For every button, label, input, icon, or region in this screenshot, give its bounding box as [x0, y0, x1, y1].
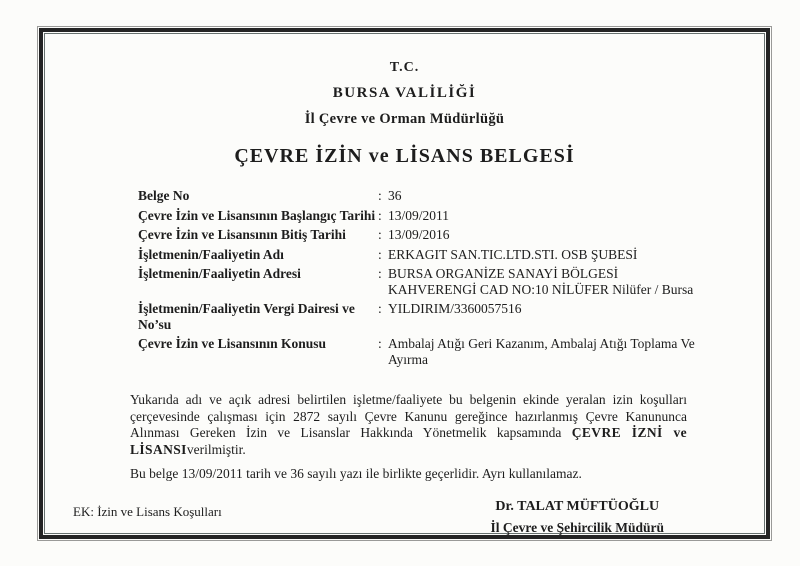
- field-row-facility-name: [138, 247, 764, 263]
- header-governorship: BURSA VALİLİĞİ: [332, 85, 477, 101]
- certificate-border-outer: [37, 26, 772, 541]
- field-separator: :: [378, 227, 382, 242]
- field-value: YILDIRIM/3360057516: [388, 301, 522, 316]
- field-value: ERKAGIT SAN.TIC.LTD.STI. OSB ŞUBESİ: [388, 246, 638, 262]
- field-separator: :: [378, 301, 382, 316]
- certificate-border-thick: [39, 28, 770, 539]
- grant-paragraph-suffix: verilmiştir.: [186, 441, 246, 457]
- field-separator: :: [378, 207, 382, 223]
- field-row-belge-no: [138, 188, 764, 204]
- header-directorate: İl Çevre ve Orman Müdürlüğü: [304, 111, 505, 127]
- field-row-end-date: [138, 227, 764, 243]
- field-separator: :: [378, 266, 382, 281]
- certificate-border-inner: [44, 33, 765, 534]
- grant-paragraph-text: Yukarıda adı ve açık adresi belirtilen işletme/faaliyete bu belgenin ekinde yeralan izin koşulları çerçevesinde çalışması için 2872 sayılı Çevre Kanunu gereğince hazırlanmış Çevre Kanununca Alınması Gereken İzin ve Lisanslar Hakkında Yönetmelik kapsamında: [130, 392, 687, 440]
- field-row-facility-address: [138, 266, 764, 297]
- field-separator: :: [378, 188, 382, 203]
- signature-inner: [490, 499, 664, 536]
- field-label: Çevre İzin ve Lisansının Başlangıç Tarihi: [138, 207, 376, 223]
- field-value: 13/09/2011: [388, 207, 450, 223]
- grant-paragraph-bold-clause: ÇEVRE İZNİ ve LİSANSI: [130, 425, 687, 457]
- document-title: ÇEVRE İZİN ve LİSANS BELGESİ: [234, 145, 575, 167]
- field-label: Çevre İzin ve Lisansının Konusu: [138, 336, 327, 351]
- field-label: Çevre İzin ve Lisansının Bitiş Tarihi: [138, 227, 346, 242]
- field-label: İşletmenin/Faaliyetin Adresi: [138, 266, 301, 281]
- validity-note: Bu belge 13/09/2011 tarih ve 36 sayılı yazı ile birlikte geçerlidir. Ayrı kullanılamaz.: [130, 466, 582, 481]
- signatory-title: İl Çevre ve Şehircilik Müdürü: [490, 520, 664, 535]
- field-label: İşletmenin/Faaliyetin Vergi Dairesi ve No’su: [138, 301, 355, 332]
- field-separator: :: [378, 246, 382, 262]
- signatory-name: Dr. TALAT MÜFTÜOĞLU: [495, 499, 660, 514]
- field-value: Ambalaj Atığı Geri Kazanım, Ambalaj Atığı Toplama Ve Ayırma: [388, 336, 695, 367]
- field-label: İşletmenin/Faaliyetin Adı: [138, 246, 284, 262]
- attachment-note: EK: İzin ve Lisans Koşulları: [73, 504, 222, 519]
- field-row-permit-subject: [138, 336, 764, 367]
- field-separator: :: [378, 336, 382, 351]
- field-row-start-date: [138, 208, 764, 224]
- certificate-content: [45, 34, 764, 533]
- header-republic: T.C.: [389, 60, 420, 75]
- field-row-tax-office: [138, 301, 764, 332]
- grant-paragraph: [130, 392, 687, 458]
- field-label: Belge No: [138, 188, 190, 203]
- field-value: 13/09/2016: [388, 227, 450, 242]
- field-value: BURSA ORGANİZE SANAYİ BÖLGESİ KAHVERENGİ CAD NO:10 NİLÜFER Nilüfer / Bursa: [388, 266, 694, 297]
- fields-table: [138, 188, 764, 367]
- document-header: [45, 60, 764, 128]
- field-value: 36: [388, 188, 402, 203]
